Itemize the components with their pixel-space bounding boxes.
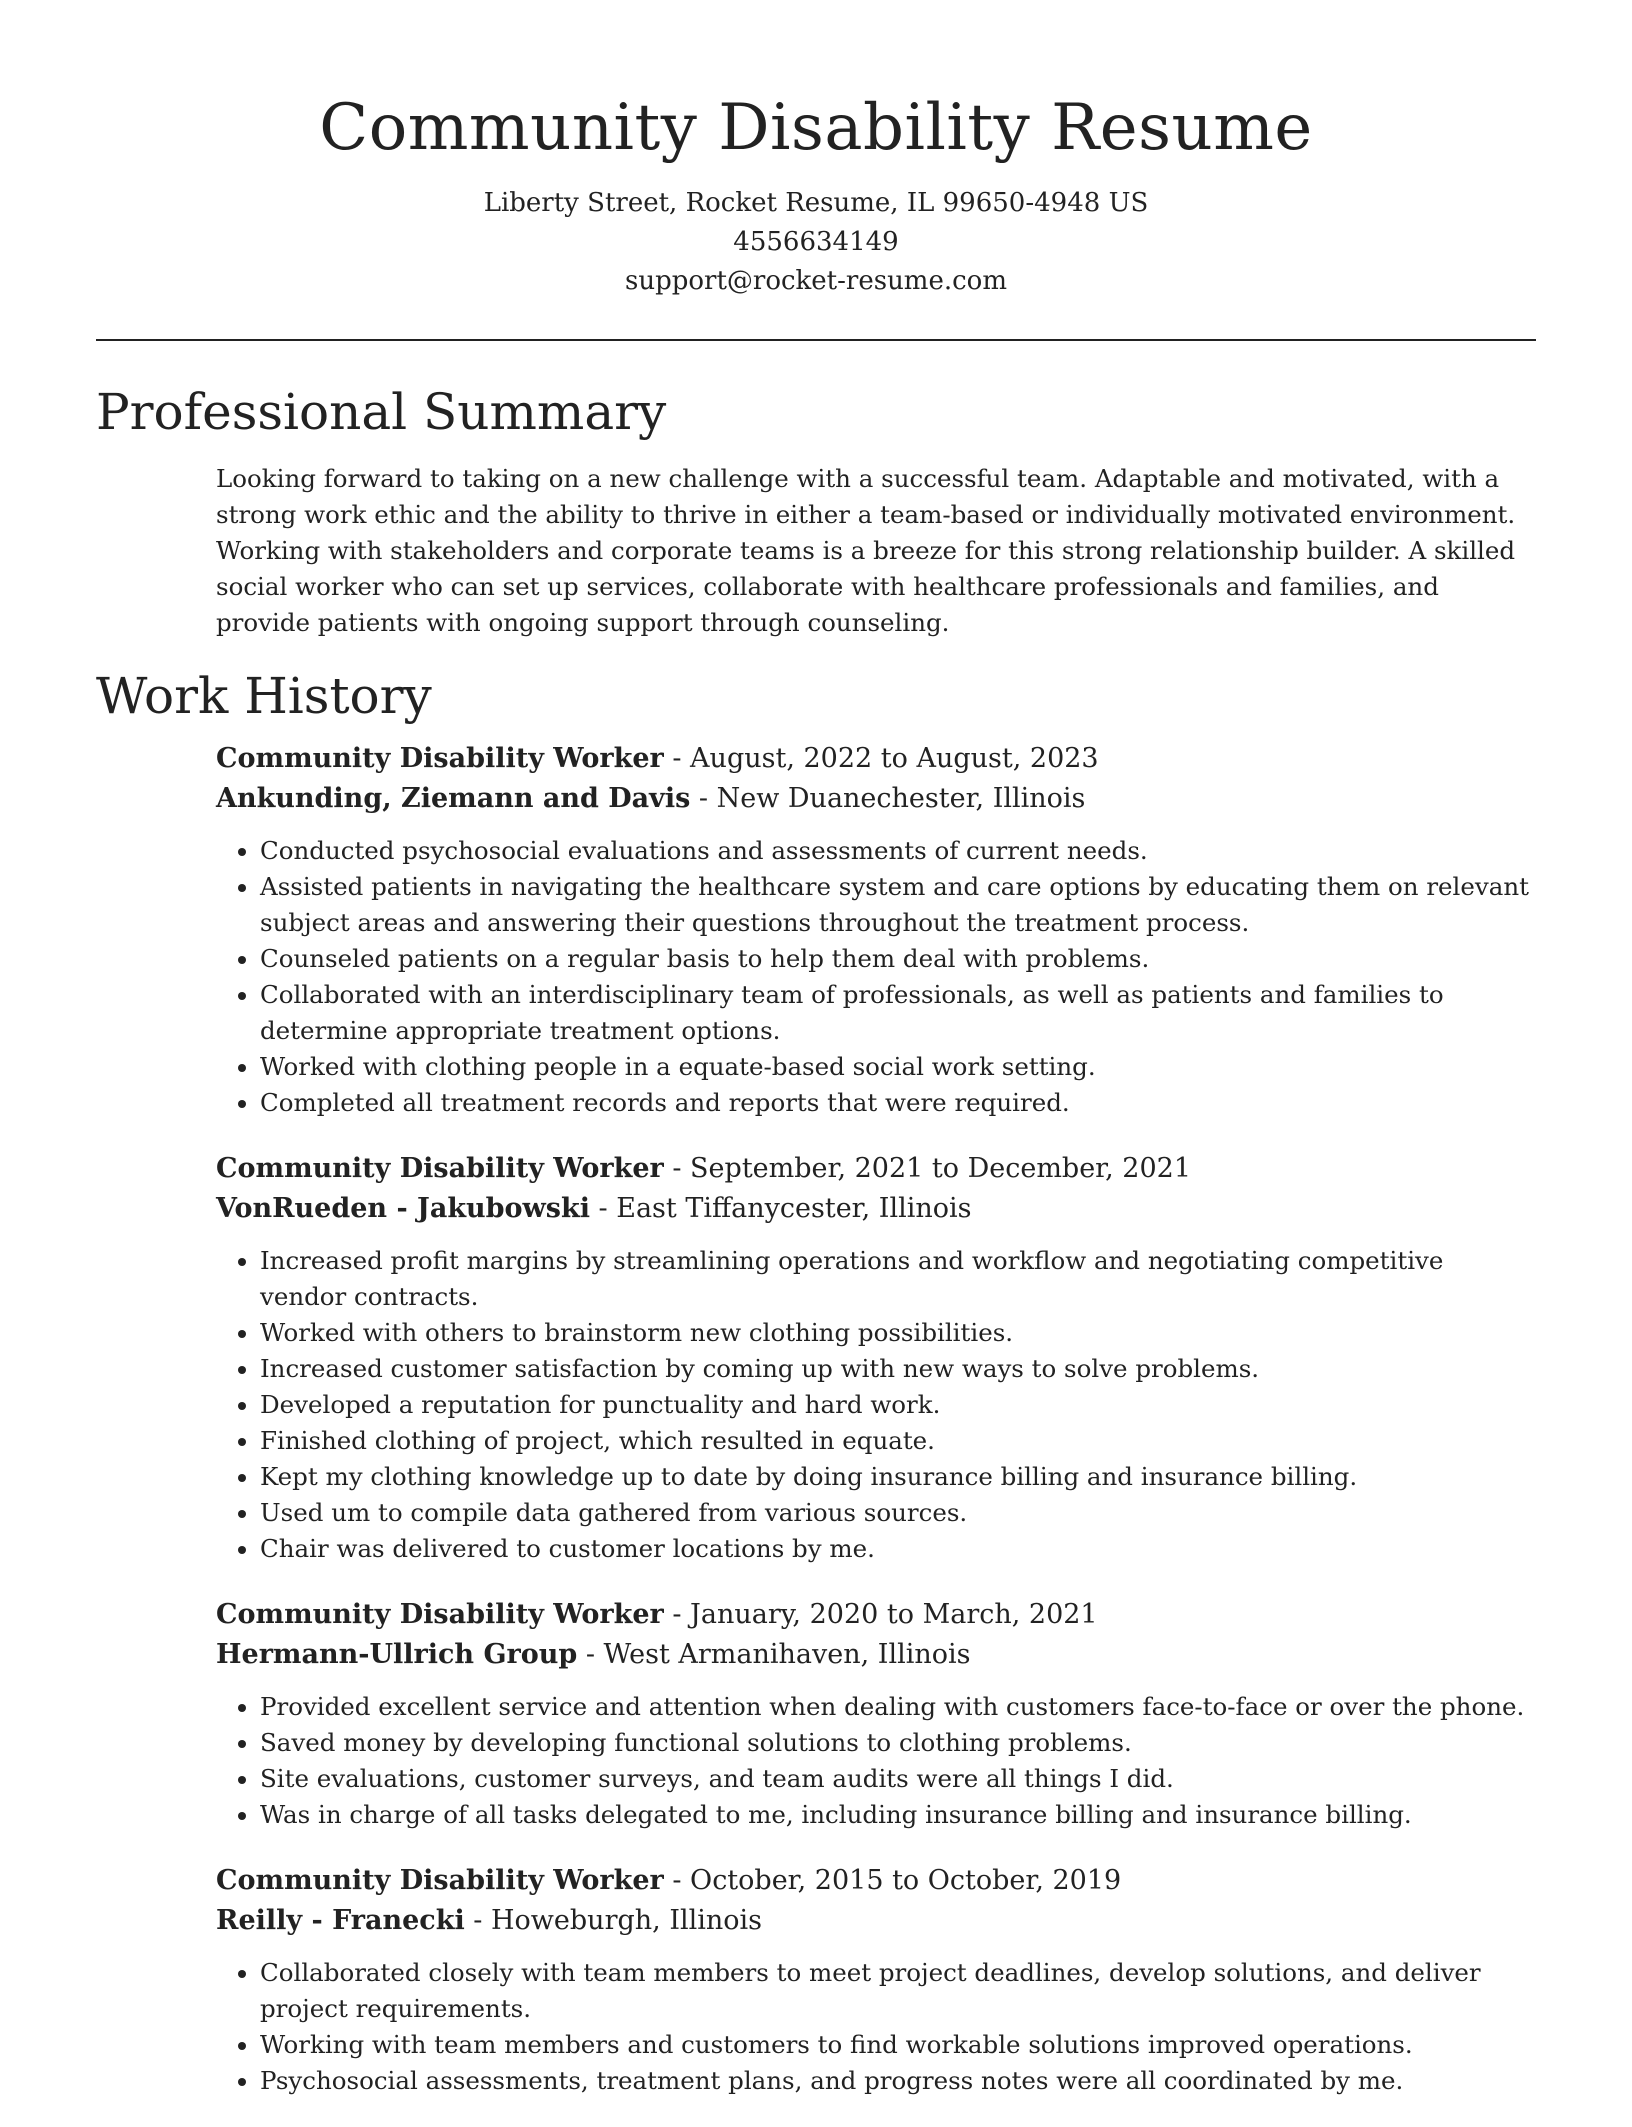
job-bullets — [216, 1243, 1536, 1567]
job-company-line — [216, 1901, 1536, 1941]
bullet-item: • Finished clothing of project, which resulted in equate. — [260, 1423, 1536, 1459]
bullet-item: • Chair was delivered to customer locations by me. — [260, 1531, 1536, 1567]
job-list — [216, 739, 1536, 2099]
bullet-item: • Conducted psychosocial evaluations and assessments of current needs. — [260, 833, 1536, 869]
resume-header — [96, 0, 1536, 301]
job-role-line — [216, 1595, 1536, 1635]
work-history-heading: Work History — [96, 667, 432, 725]
job-company: Ankunding, Ziemann and Davis — [216, 783, 691, 814]
bullet-item: • Increased profit margins by streamlining operations and workflow and negotiating competitive vendor contracts. — [260, 1243, 1536, 1315]
phone: 4556634149 — [733, 227, 899, 257]
bullet-item: • Saved money by developing functional solutions to clothing problems. — [260, 1725, 1536, 1761]
job-role: Community Disability Worker — [216, 1153, 664, 1184]
job-entry — [216, 1861, 1536, 2099]
job-location: - Howeburgh, Illinois — [464, 1905, 763, 1936]
job-location: - East Tiffanycester, Illinois — [589, 1193, 972, 1224]
job-role: Community Disability Worker — [216, 1865, 664, 1896]
contact-block — [96, 184, 1536, 301]
job-dates: - August, 2022 to August, 2023 — [663, 743, 1099, 774]
job-bullets — [216, 1689, 1536, 1833]
job-dates: - October, 2015 to October, 2019 — [663, 1865, 1122, 1896]
bullet-item: • Assisted patients in navigating the healthcare system and care options by educating them on relevant subject areas and answering their questions throughout the treatment process. — [260, 869, 1536, 941]
job-role: Community Disability Worker — [216, 743, 664, 774]
job-role-line — [216, 1149, 1536, 1189]
summary-text: Looking forward to taking on a new challenge with a successful team. Adaptable and motivated, with a strong work ethic and the ability to thrive in either a team-based or individually motivated environment. Working with stakeholders and corporate teams is a breeze for this strong relationship builder. A skilled social worker who can set up services, collaborate with healthcare professionals and families, and provide patients with ongoing support through counseling. — [216, 464, 1516, 637]
job-company-line — [216, 779, 1536, 819]
job-role-line — [216, 739, 1536, 779]
address: Liberty Street, Rocket Resume, IL 99650-4948 US — [483, 188, 1149, 218]
email: support@rocket-resume.com — [624, 266, 1007, 296]
job-entry — [216, 739, 1536, 1121]
job-dates: - September, 2021 to December, 2021 — [663, 1153, 1192, 1184]
job-company: Hermann-Ullrich Group — [216, 1639, 578, 1670]
bullet-item: • Worked with clothing people in a equate-based social work setting. — [260, 1049, 1536, 1085]
job-bullets — [216, 1955, 1536, 2099]
header-divider — [96, 339, 1536, 341]
job-location: - West Armanihaven, Illinois — [577, 1639, 971, 1670]
bullet-item: • Provided excellent service and attention when dealing with customers face-to-face or over the phone. — [260, 1689, 1536, 1725]
bullet-item: • Psychosocial assessments, treatment plans, and progress notes were all coordinated by me. — [260, 2063, 1536, 2099]
job-entry — [216, 1595, 1536, 1833]
bullet-item: • Collaborated with an interdisciplinary team of professionals, as well as patients and families to determine appropriate treatment options. — [260, 977, 1536, 1049]
bullet-item: • Kept my clothing knowledge up to date by doing insurance billing and insurance billing. — [260, 1459, 1536, 1495]
job-location: - New Duanechester, Illinois — [690, 783, 1086, 814]
job-role: Community Disability Worker — [216, 1599, 664, 1630]
job-company: VonRueden - Jakubowski — [216, 1193, 590, 1224]
bullet-item: • Collaborated closely with team members to meet project deadlines, develop solutions, and deliver project requirements. — [260, 1955, 1536, 2027]
bullet-item: • Counseled patients on a regular basis to help them deal with problems. — [260, 941, 1536, 977]
job-company-line — [216, 1189, 1536, 1229]
job-dates: - January, 2020 to March, 2021 — [663, 1599, 1098, 1630]
job-company: Reilly - Franecki — [216, 1905, 465, 1936]
bullet-item: • Was in charge of all tasks delegated to me, including insurance billing and insurance billing. — [260, 1797, 1536, 1833]
bullet-item: • Working with team members and customers to find workable solutions improved operations. — [260, 2027, 1536, 2063]
job-role-line — [216, 1861, 1536, 1901]
bullet-item: • Worked with others to brainstorm new clothing possibilities. — [260, 1315, 1536, 1351]
bullet-item: • Increased customer satisfaction by coming up with new ways to solve problems. — [260, 1351, 1536, 1387]
resume-title: Community Disability Resume — [319, 91, 1313, 165]
bullet-item: • Used um to compile data gathered from various sources. — [260, 1495, 1536, 1531]
bullet-item: • Completed all treatment records and reports that were required. — [260, 1085, 1536, 1121]
summary-heading: Professional Summary — [96, 383, 667, 441]
job-company-line — [216, 1635, 1536, 1675]
bullet-item: • Developed a reputation for punctuality and hard work. — [260, 1387, 1536, 1423]
resume-page — [96, 0, 1536, 2127]
bullet-item: • Site evaluations, customer surveys, and team audits were all things I did. — [260, 1761, 1536, 1797]
job-bullets — [216, 833, 1536, 1121]
job-entry — [216, 1149, 1536, 1567]
